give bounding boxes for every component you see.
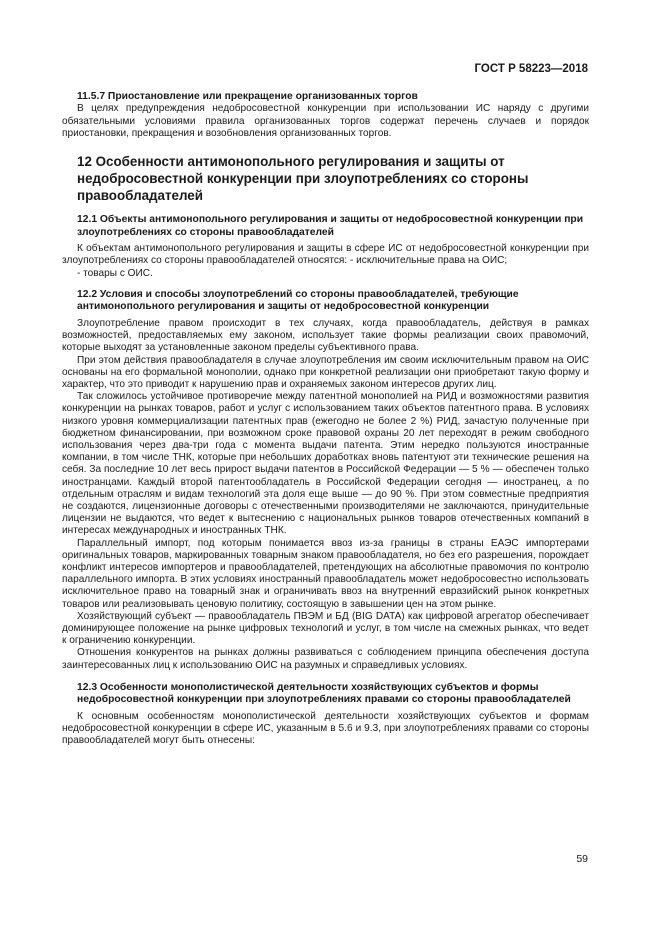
section-12-2-paragraph-2: При этом действия правообладателя в случае злоупотребления им своим исключительным правом на ОИС основаны на его формальной монополии, однако при конкретной реализации они приобретают такую форму и характер, что это приводит к нарушению прав и охраняемых законом интересов других лиц. (62, 354, 589, 391)
section-12-2-paragraph-5: Хозяйствующий субъект — правообладатель ПВЭМ и БД (BIG DATA) как цифровой агрегатор обеспечивает доминирующее положение на рынке цифровых технологий и услуг, в том числе на смежных рынках, что ведет к ограничению конкуренции. (62, 610, 589, 647)
page-content (62, 91, 589, 748)
section-12-1-paragraph-2: - товары с ОИС. (77, 267, 153, 279)
section-12-1-heading: 12.1 Объекты антимонопольного регулирования и защиты от недобросовестной конкуренции при злоупотреблениях со стороны правообладателей (77, 214, 584, 238)
section-12-3-heading: 12.3 Особенности монополистической деятельности хозяйствующих субъектов и формы недобросовестной конкуренции при злоупотреблениях правами со стороны правообладателей (77, 681, 571, 706)
page-number: 59 (576, 853, 588, 865)
section-11-5-7-title: 11.5.7 Приостановление или прекращение организованных торгов (77, 91, 418, 102)
section-12-3-paragraph-1: К основным особенностям монополистической деятельности хозяйствующих субъектов и формам недобросовестной конкуренции в сфере ИС, указанным в 5.6 и 9.3, при злоупотреблениях правами со стороны правообладателей могут быть отнесены: (62, 711, 589, 747)
section-12-2-paragraph-1: Злоупотребление правом происходит в тех случаях, когда правообладатель, действуя в рамках возможностей, предоставляемых ему законом, использует такие формы реализации своих правомочий, которые выходят за установленные законом пределы субъективного права. (62, 318, 589, 354)
section-12-heading: 12 Особенности антимонопольного регулирования и защиты от недобросовестной конкуренции при злоупотреблениях со стороны правообладателей (77, 154, 529, 204)
section-12-2-paragraph-4: Параллельный импорт, под которым понимается ввоз из-за границы в страны ЕАЭС импортерами оригинальных товаров, маркированных товарным знаком правообладателя, но без его разрешения, порождает конфликт интересов импортеров и правообладателей, претендующих на абсолютные правомочия по контролю параллельного импорта. В этих условиях иностранный правообладатель может недобросовестно использовать исключительное право на товарный знак и ограничивать ввоз на внутренний евразийский рынок конкретных товаров или реализовывать ценовую политику, состоящую в завышении цен на этом рынке. (62, 537, 589, 610)
section-12-2-paragraph-6: Отношения конкурентов на рынках должны развиваться с соблюдением принципа обеспечения доступа заинтересованных лиц к использованию ОИС на разумных и справедливых условиях. (62, 647, 589, 671)
standard-header: ГОСТ Р 58223—2018 (474, 63, 588, 75)
section-11-5-7-paragraph: В целях предупреждения недобросовестной конкуренции при использовании ИС наряду с другими обязательными условиями правила организованных торгов содержат перечень случаев и порядок приостановки, прекращения и возобновления организованных торгов. (62, 103, 589, 139)
section-12-2-heading: 12.2 Условия и способы злоупотреблений со стороны правообладателей, требующие антимонопольного регулирования и защиты от недобросовестной конкуренции (77, 288, 519, 313)
section-12-1-paragraph-1: К объектам антимонопольного регулирования и защиты в сфере ИС от недобросовестной конкуренции при злоупотреблениях со стороны правообладателей относятся: - исключительные права на ОИС; (62, 243, 589, 267)
section-12-2-paragraph-3: Так сложилось устойчивое противоречие между патентной монополией на РИД и возможностями развития конкуренции на рынках товаров, работ и услуг с использованием таких объектов патентного права. В условиях низкого уровня коммерциализации патентных прав (ежегодно не более 2 %) РИД, зачастую полученные при бюджетном финансировании, при возможном сроке правовой охраны 20 лет переходят в режим свободного использования через два-три года с момента выдачи патента. Этим нередко пользуются иностранные компании, в том числе ТНК, которые при небольших доработках вновь патентуют эти технические решения на себя. За последние 10 лет весь прирост выдачи патентов в Российской Федерации — 5 % — обеспечен только иностранцами. Каждый второй патентообладатель в Российской Федерации сегодня — иностранец, а по отдельным отраслям и видам технологий эта доля еще выше — до 90 %. При этом совместные предприятия не создаются, лицензионные договоры с отечественными производителями не заключаются, принудительные лицензии не выдаются, что ведет к вытеснению с национальных рынков товаров отечественных компаний в интересах международных и иностранных ТНК. (62, 391, 589, 537)
